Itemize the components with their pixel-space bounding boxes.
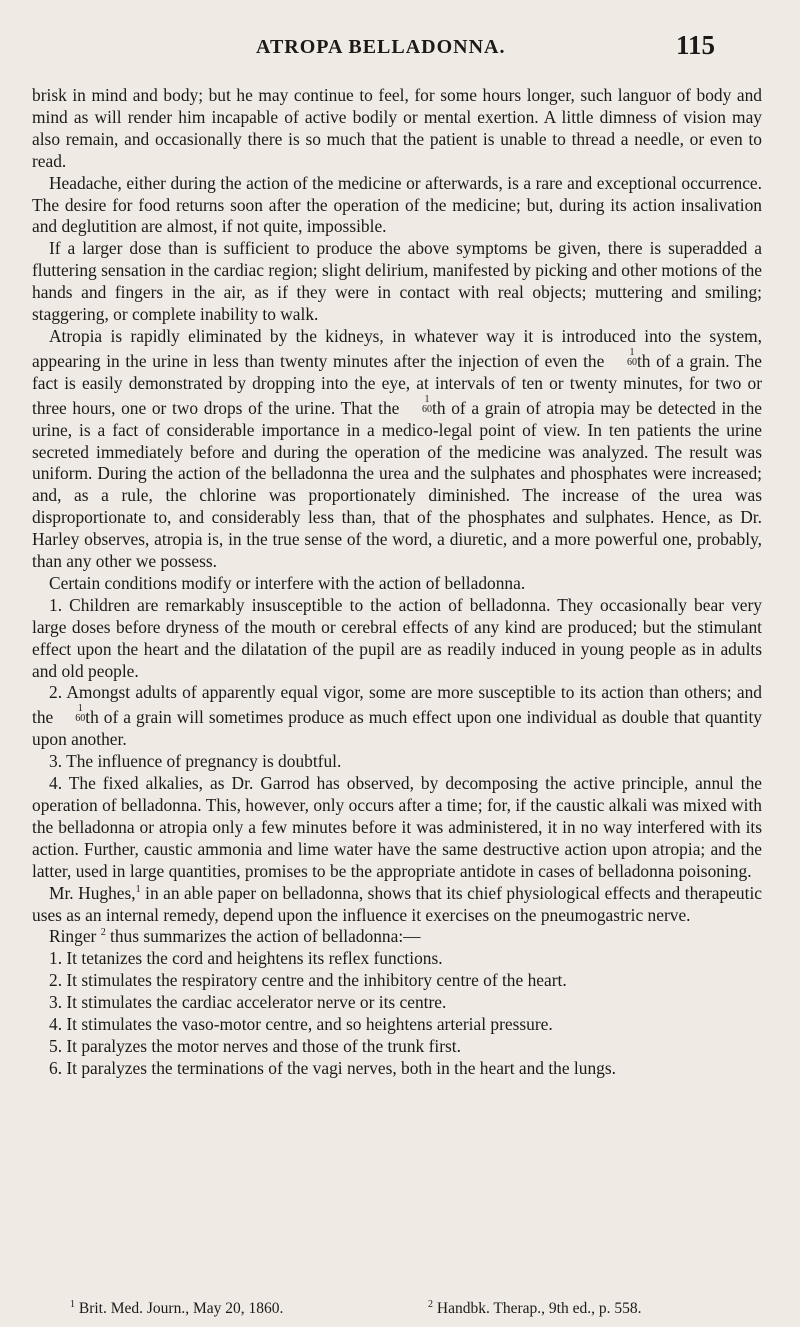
footnotes	[70, 1300, 760, 1322]
paragraph-text: th of a grain of atropia may be detected in the urine, is a fact of considerable importance in a medico-legal point of view. In ten patients the urine secreted immediately before and during the operation of the medicine was analyzed. The result was uniform. During the action of the belladonna the urea and the sulphates and phosphates were increased; and, as a rule, the chlorine was proportionately diminished. The increase of the urea was disproportionate to, and considerably less than, that of the phosphates and sulphates. Hence, as Dr. Harley observes, atropia is, in the true sense of the word, a diuretic, and a more powerful one, probably, than any other we possess.	[32, 397, 762, 572]
fraction	[405, 395, 432, 415]
paragraph-text: 2. Amongst adults of apparently equal vigor, some are more susceptible to its action than others; and the	[32, 682, 762, 728]
paragraph	[32, 883, 762, 927]
fraction-numerator: 1	[424, 393, 430, 405]
fraction	[610, 348, 637, 368]
footnote-text: Brit. Med. Journ., May 20, 1860.	[78, 1300, 284, 1317]
paragraph-text: in an able paper on belladonna, shows that its chief physiological effects and therapeutic uses as an internal remedy, depend upon the influence it exercises on the pneumogastric nerve.	[32, 882, 763, 925]
footnote-2	[428, 1300, 642, 1318]
paragraph: Headache, either during the action of the medicine or afterwards, is a rare and exceptional occurrence. The desire for food returns soon after the operation of the medicine; but, during its action insalivation and deglutition are almost, if not quite, impossible.	[32, 172, 762, 237]
footnote-mark: 1	[70, 1298, 75, 1310]
paragraph-text: th of a grain will sometimes produce as much effect upon one individual as double that quantity upon another.	[32, 707, 762, 750]
paragraph	[32, 682, 762, 751]
fraction-denominator: 60	[75, 713, 86, 725]
paragraph-text: Ringer	[49, 926, 101, 947]
list-item: 5. It paralyzes the motor nerves and those of the trunk first.	[49, 1035, 461, 1056]
page-header	[0, 30, 800, 70]
footnote-ref[interactable]: 2	[100, 927, 106, 939]
footnote-1	[70, 1300, 283, 1318]
list-item: 6. It paralyzes the terminations of the vagi nerves, both in the heart and the lungs.	[49, 1057, 616, 1078]
running-title: ATROPA BELLADONNA.	[256, 36, 506, 58]
fraction	[58, 704, 85, 724]
paragraph: If a larger dose than is sufficient to produce the above symptoms be given, there is superadded a fluttering sensation in the cardiac region; slight delirium, manifested by picking and other motions of the hands and fingers in the air, as if they were in contact with real objects; muttering and smiling; staggering, or complete inability to walk.	[32, 238, 762, 325]
footnote-mark: 2	[428, 1298, 433, 1310]
paragraph: 3. The influence of pregnancy is doubtful.	[49, 751, 342, 772]
list-item: 4. It stimulates the vaso-motor centre, and so heightens arterial pressure.	[49, 1014, 553, 1035]
paragraph	[32, 926, 762, 948]
paragraph: 4. The fixed alkalies, as Dr. Garrod has observed, by decomposing the active principle, annul the operation of belladonna. This, however, only occurs after a time; for, if the caustic alkali was mixed with the belladonna or atropia only a few minutes before it was administered, it in no way interfered with its action. Further, caustic ammonia and lime water have the same destructive action upon atropia; and the latter, used in large quantities, promises to be the appropriate antidote in cases of belladonna poisoning.	[32, 773, 762, 881]
body-text	[32, 85, 762, 1080]
paragraph-text: Mr. Hughes,	[49, 882, 136, 903]
paragraph: Certain conditions modify or interfere with the action of belladonna.	[49, 572, 526, 593]
fraction-numerator: 1	[77, 703, 83, 715]
fraction-numerator: 1	[629, 346, 635, 358]
paragraph	[32, 326, 762, 573]
page-number: 115	[676, 30, 716, 60]
fraction-denominator: 60	[626, 356, 637, 368]
paragraph-text: th of a grain. The fact is easily demonstrated by dropping into the eye, at intervals of ten or twenty minutes, for two or three hours, one or two drops of the urine. That the	[32, 350, 762, 418]
footnote-text: Handbk. Therap., 9th ed., p. 558.	[436, 1300, 642, 1317]
list-item: 2. It stimulates the respiratory centre and the inhibitory centre of the heart.	[49, 970, 567, 991]
paragraph-text: thus summarizes the action of belladonna:—	[105, 926, 421, 947]
paragraph: brisk in mind and body; but he may continue to feel, for some hours longer, such languor of body and mind as will render him incapable of active bodily or mental exertion. A little dimness of vision may also remain, and occasionally there is so much that the patient is unable to thread a needle, or even to read.	[32, 85, 762, 171]
paragraph-text: Atropia is rapidly eliminated by the kidneys, in whatever way it is introduced into the system, appearing in the urine in less than twenty minutes after the injection of even the	[32, 325, 762, 371]
fraction-denominator: 60	[422, 403, 433, 415]
list-item: 1. It tetanizes the cord and heightens its reflex functions.	[49, 948, 443, 969]
list-item: 3. It stimulates the cardiac accelerator nerve or its centre.	[49, 992, 447, 1013]
paragraph: 1. Children are remarkably insusceptible to the action of belladonna. They occasionally bear very large doses before dryness of the mouth or cerebral effects of any kind are produced; but the stimulant effect upon the heart and the dilatation of the pupil are as readily induced in young people as in adults and old people.	[32, 594, 762, 681]
footnote-ref[interactable]: 1	[135, 883, 141, 895]
